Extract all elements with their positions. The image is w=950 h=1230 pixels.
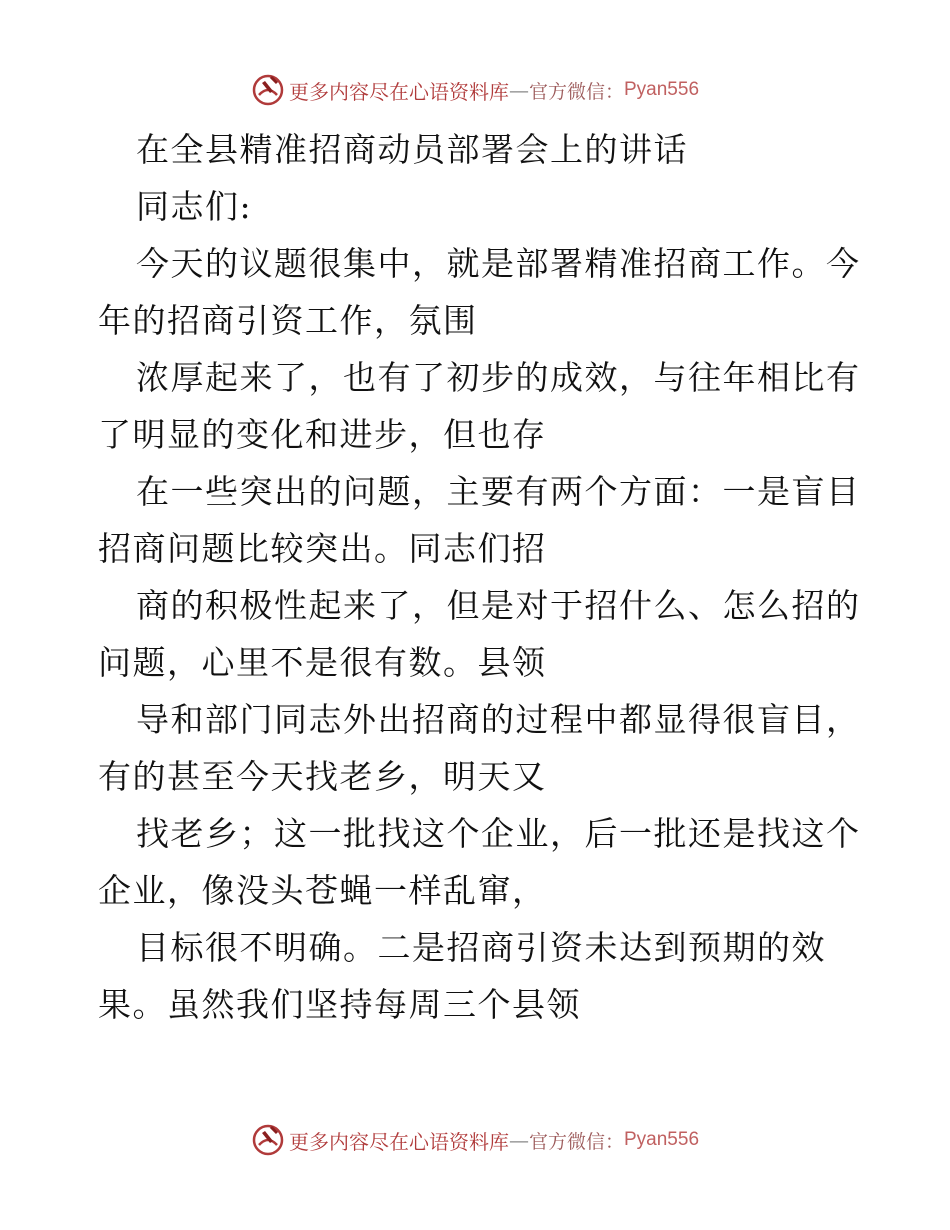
watermark-main-text: 更多内容尽在心语资料库 xyxy=(288,79,509,104)
watermark-wechat-label: 官方微信： xyxy=(528,1130,624,1153)
text-line: 今天的议题很集中，就是部署精准招商工作。今 xyxy=(136,244,861,283)
text-line: 浓厚起来了，也有了初步的成效，与往年相比有 xyxy=(136,358,861,397)
watermark-wechat-id: Pyan556 xyxy=(624,1129,700,1150)
header-watermark xyxy=(0,70,950,110)
text-line: 年的招商引资工作，氛围 xyxy=(98,301,478,340)
text-line: 招商问题比较突出。同志们招 xyxy=(98,529,547,568)
text-line: 果。虽然我们坚持每周三个县领 xyxy=(98,985,581,1024)
text-line: 企业，像没头苍蝇一样乱窜， xyxy=(98,871,547,910)
footer-watermark xyxy=(0,1120,950,1160)
text-line: 问题，心里不是很有数。县领 xyxy=(98,643,547,682)
watermark-wechat-id: Pyan556 xyxy=(624,79,700,100)
text-line: 了明显的变化和进步，但也存 xyxy=(98,415,547,454)
text-line: 有的甚至今天找老乡，明天又 xyxy=(98,757,547,796)
watermark-separator: — xyxy=(508,78,529,102)
red-book-pen-logo-icon xyxy=(251,1123,285,1157)
document-title: 在全县精准招商动员部署会上的讲话 xyxy=(136,130,688,169)
watermark-main-text: 更多内容尽在心语资料库 xyxy=(288,1129,509,1154)
text-line: 找老乡；这一批找这个企业，后一批还是找这个 xyxy=(136,814,861,853)
watermark-separator: — xyxy=(508,1128,529,1152)
text-line: 导和部门同志外出招商的过程中都显得很盲目， xyxy=(136,700,861,739)
watermark-wechat-label: 官方微信： xyxy=(528,80,624,103)
red-book-pen-logo-icon xyxy=(251,73,285,107)
text-line: 商的积极性起来了，但是对于招什么、怎么招的 xyxy=(136,586,861,625)
salutation: 同志们: xyxy=(136,187,253,226)
text-line: 目标很不明确。二是招商引资未达到预期的效 xyxy=(136,928,826,967)
text-line: 在一些突出的问题，主要有两个方面：一是盲目 xyxy=(136,472,861,511)
document-body xyxy=(98,121,861,1033)
